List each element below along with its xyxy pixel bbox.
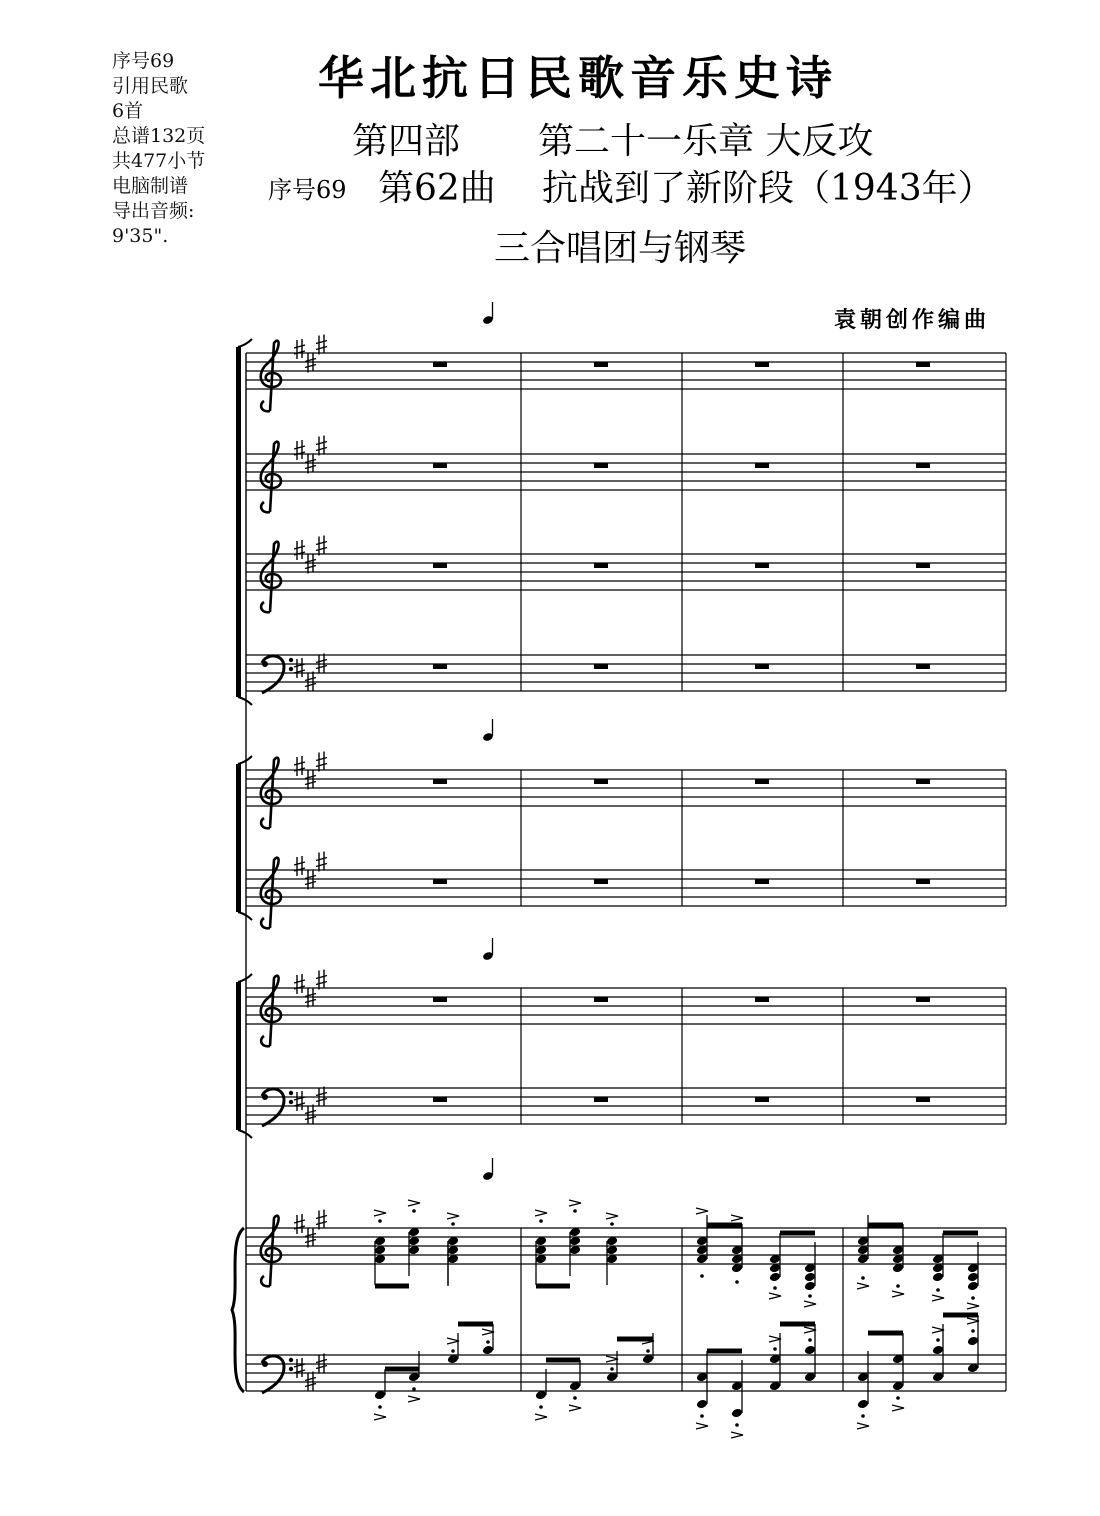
note-head xyxy=(696,1399,708,1410)
note-head xyxy=(804,1345,816,1356)
serial-number: 序号69 xyxy=(268,176,347,204)
staccato-dot xyxy=(610,1367,614,1371)
note-head xyxy=(804,1272,816,1283)
treble-clef xyxy=(261,758,281,829)
staccato-dot xyxy=(646,1349,650,1353)
bass-clef-dot xyxy=(289,1358,293,1362)
sharp-sign xyxy=(294,756,305,776)
note-head xyxy=(967,1272,979,1283)
bass-clef-dot xyxy=(289,1367,293,1371)
accent-mark xyxy=(408,1200,420,1206)
whole-rest xyxy=(916,997,930,1002)
note-head xyxy=(769,1272,781,1283)
note-head xyxy=(932,1272,944,1283)
whole-rest xyxy=(433,779,447,784)
accent-mark xyxy=(804,1301,816,1307)
whole-rest xyxy=(433,664,447,669)
accent-mark xyxy=(408,1396,420,1402)
whole-rest xyxy=(433,563,447,568)
whole-rest xyxy=(433,997,447,1002)
treble-clef xyxy=(261,976,281,1047)
accent-mark xyxy=(696,1423,708,1429)
whole-rest xyxy=(594,362,608,367)
whole-rest xyxy=(755,997,769,1002)
accent-mark xyxy=(569,1405,581,1411)
whole-rest xyxy=(755,779,769,784)
beam xyxy=(780,1231,815,1236)
accent-mark xyxy=(932,1327,944,1333)
accent-mark xyxy=(731,1432,743,1438)
staccato-dot xyxy=(971,1296,975,1300)
sharp-sign xyxy=(316,335,327,355)
staccato-dot xyxy=(573,1209,577,1213)
sharp-sign xyxy=(294,974,305,994)
whole-rest xyxy=(755,463,769,468)
note-head xyxy=(967,1336,979,1347)
whole-rest xyxy=(755,879,769,884)
bass-clef-dot xyxy=(289,658,293,662)
whole-rest xyxy=(916,779,930,784)
accent-mark xyxy=(535,1210,547,1216)
sharp-sign xyxy=(316,752,327,772)
whole-rest xyxy=(755,1097,769,1102)
whole-rest xyxy=(594,779,608,784)
whole-rest xyxy=(433,1097,447,1102)
accent-mark xyxy=(967,1303,979,1309)
accent-mark xyxy=(731,1215,743,1221)
part-title: 第四部 xyxy=(352,121,461,162)
staccato-dot xyxy=(539,1219,543,1223)
note-head xyxy=(857,1399,869,1410)
sharp-sign xyxy=(316,436,327,456)
accent-mark xyxy=(535,1414,547,1420)
staccato-dot xyxy=(971,1329,975,1333)
whole-rest xyxy=(755,563,769,568)
accent-mark xyxy=(606,1356,618,1362)
accent-mark xyxy=(857,1283,869,1289)
treble-clef xyxy=(261,858,281,929)
accent-mark xyxy=(804,1327,816,1333)
meta-line: 总谱132页 xyxy=(112,125,206,147)
bass-clef-dot xyxy=(262,1094,268,1100)
accent-mark xyxy=(606,1213,618,1219)
meta-line: 导出音频: xyxy=(112,200,195,222)
accent-mark xyxy=(967,1318,979,1324)
beam xyxy=(707,1349,742,1354)
staccato-dot xyxy=(773,1286,777,1290)
whole-rest xyxy=(916,362,930,367)
bass-clef-dot xyxy=(289,1091,293,1095)
treble-clef xyxy=(261,442,281,513)
staccato-dot xyxy=(539,1405,543,1409)
accent-mark xyxy=(447,1338,459,1344)
accent-mark xyxy=(696,1208,708,1214)
whole-rest xyxy=(594,563,608,568)
sharp-sign xyxy=(294,540,305,560)
whole-rest xyxy=(916,463,930,468)
bracket-hook xyxy=(238,697,252,705)
staccato-dot xyxy=(412,1387,416,1391)
movement-title: 第二十一乐章 大反攻 xyxy=(538,121,874,162)
accent-mark xyxy=(482,1329,494,1335)
staccato-dot xyxy=(896,1284,900,1288)
piece-number: 第62曲 xyxy=(378,168,496,209)
beam xyxy=(868,1331,903,1336)
beam xyxy=(943,1313,978,1318)
sharp-sign xyxy=(294,1091,305,1111)
meta-line: 9'35". xyxy=(112,225,169,247)
sharp-sign xyxy=(294,1214,305,1234)
bass-clef-dot xyxy=(262,1361,268,1367)
staccato-dot xyxy=(861,1414,865,1418)
whole-rest xyxy=(594,463,608,468)
beam xyxy=(458,1322,493,1327)
accent-mark xyxy=(769,1336,781,1342)
staccato-dot xyxy=(735,1423,739,1427)
choir-bracket xyxy=(236,347,241,697)
treble-clef xyxy=(261,1216,281,1287)
accent-mark xyxy=(374,1210,386,1216)
piano-brace xyxy=(232,1228,244,1392)
bracket-hook xyxy=(238,1130,252,1138)
staccato-dot xyxy=(808,1294,812,1298)
staccato-dot xyxy=(700,1274,704,1278)
accent-mark xyxy=(892,1291,904,1297)
bass-clef-dot xyxy=(289,1100,293,1104)
sharp-sign xyxy=(294,658,305,678)
beam xyxy=(375,1284,409,1289)
staccato-dot xyxy=(700,1414,704,1418)
whole-rest xyxy=(755,664,769,669)
bracket-hook xyxy=(238,912,252,920)
sharp-sign xyxy=(294,1358,305,1378)
staccato-dot xyxy=(378,1219,382,1223)
beam xyxy=(546,1358,580,1363)
beam xyxy=(707,1223,742,1228)
sharp-sign xyxy=(294,440,305,460)
staccato-dot xyxy=(936,1288,940,1292)
bracket-hook xyxy=(238,756,252,764)
beam xyxy=(385,1367,419,1372)
sharp-sign xyxy=(316,536,327,556)
accent-mark xyxy=(374,1414,386,1420)
whole-rest xyxy=(433,879,447,884)
meta-line: 共477小节 xyxy=(112,150,206,172)
staccato-dot xyxy=(808,1338,812,1342)
staccato-dot xyxy=(773,1347,777,1351)
meta-line: 引用民歌 xyxy=(112,75,189,97)
meta-line: 电脑制谱 xyxy=(112,175,189,197)
whole-rest xyxy=(916,664,930,669)
note-head xyxy=(932,1345,944,1356)
note-head xyxy=(967,1281,979,1292)
staccato-dot xyxy=(486,1340,490,1344)
whole-rest xyxy=(594,879,608,884)
sharp-sign xyxy=(316,970,327,990)
accent-mark xyxy=(447,1213,459,1219)
staccato-dot xyxy=(378,1405,382,1409)
whole-rest xyxy=(433,362,447,367)
beam xyxy=(536,1284,570,1289)
staccato-dot xyxy=(451,1349,455,1353)
note-head xyxy=(482,1345,494,1356)
staccato-dot xyxy=(936,1338,940,1342)
piece-title: 抗战到了新阶段（1943年） xyxy=(542,168,994,209)
staccato-dot xyxy=(735,1280,739,1284)
whole-rest xyxy=(594,1097,608,1102)
staccato-dot xyxy=(573,1396,577,1400)
accent-mark xyxy=(769,1293,781,1299)
sharp-sign xyxy=(294,339,305,359)
whole-rest xyxy=(916,879,930,884)
staccato-dot xyxy=(896,1396,900,1400)
accent-mark xyxy=(932,1295,944,1301)
staccato-dot xyxy=(861,1276,865,1280)
main-title: 华北抗日民歌音乐史诗 xyxy=(318,51,838,105)
note-head xyxy=(804,1281,816,1292)
whole-rest xyxy=(594,997,608,1002)
bracket-hook xyxy=(238,339,252,347)
staccato-dot xyxy=(412,1209,416,1213)
bass-clef-dot xyxy=(289,667,293,671)
whole-rest xyxy=(594,664,608,669)
staccato-dot xyxy=(451,1222,455,1226)
choir-bracket xyxy=(236,982,241,1130)
choir-bracket xyxy=(236,764,241,912)
beam xyxy=(868,1223,903,1228)
accent-mark xyxy=(857,1423,869,1429)
treble-clef xyxy=(261,542,281,613)
note-head xyxy=(731,1408,743,1419)
beam xyxy=(617,1337,653,1342)
accent-mark xyxy=(892,1405,904,1411)
bass-clef-dot xyxy=(262,661,268,667)
beam xyxy=(780,1322,815,1327)
accent-mark xyxy=(569,1200,581,1206)
whole-rest xyxy=(916,1097,930,1102)
sharp-sign xyxy=(316,852,327,872)
whole-rest xyxy=(755,362,769,367)
composer-credit: 袁朝创作编曲 xyxy=(834,307,991,333)
staccato-dot xyxy=(610,1222,614,1226)
meta-line: 6首 xyxy=(112,100,144,122)
beam xyxy=(943,1231,978,1236)
scoring-subtitle: 三合唱团与钢琴 xyxy=(494,228,747,269)
bracket-hook xyxy=(238,974,252,982)
meta-line: 序号69 xyxy=(112,50,175,72)
whole-rest xyxy=(916,563,930,568)
sharp-sign xyxy=(316,1210,327,1230)
sharp-sign xyxy=(294,856,305,876)
whole-rest xyxy=(433,463,447,468)
treble-clef xyxy=(261,341,281,412)
